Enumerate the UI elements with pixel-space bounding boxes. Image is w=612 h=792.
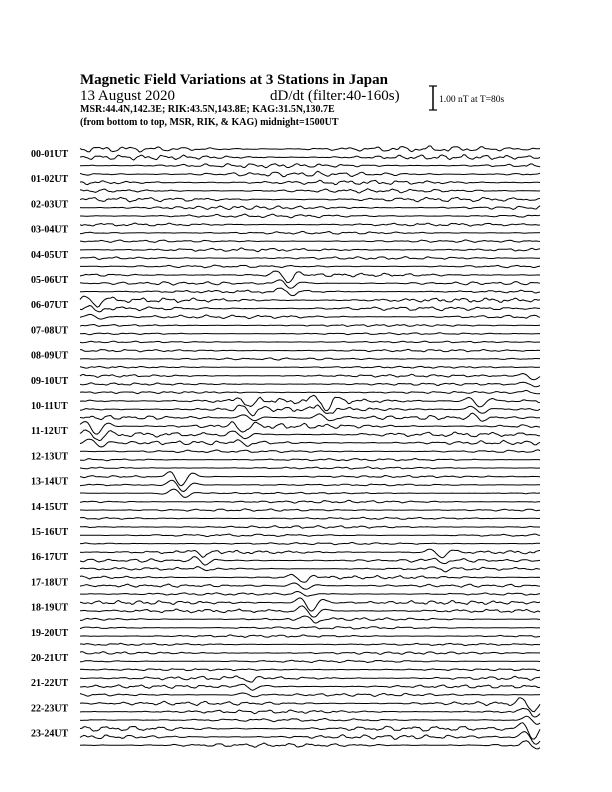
trace-group <box>80 146 540 749</box>
hour-label: 07-08UT <box>31 325 69 337</box>
trace-kag-03-04ut <box>80 223 540 226</box>
station-coords: MSR:44.4N,142.3E; RIK:43.5N,143.8E; KAG:31.5N,130.7E <box>80 104 335 115</box>
station-order: (from bottom to top, MSR, RIK, & KAG) midnight=1500UT <box>80 117 339 128</box>
trace-rik-02-03ut <box>80 206 540 210</box>
trace-kag-21-22ut <box>80 676 540 682</box>
trace-msr-20-21ut <box>80 669 540 671</box>
trace-kag-13-14ut <box>80 472 540 486</box>
trace-kag-09-10ut <box>80 374 540 380</box>
trace-msr-14-15ut <box>80 517 540 519</box>
trace-kag-16-17ut <box>80 549 540 558</box>
trace-rik-17-18ut <box>80 583 540 589</box>
trace-msr-00-01ut <box>80 164 540 168</box>
trace-rik-03-04ut <box>80 231 540 234</box>
hour-label: 11-12UT <box>31 426 68 438</box>
trace-rik-12-13ut <box>80 459 540 461</box>
trace-rik-18-19ut <box>80 606 540 617</box>
hour-label: 06-07UT <box>31 300 69 312</box>
trace-kag-11-12ut <box>80 422 540 435</box>
trace-kag-20-21ut <box>80 652 540 655</box>
filter-label: dD/dt (filter:40-160s) <box>270 88 400 104</box>
hour-label-group <box>31 149 69 740</box>
trace-kag-10-11ut <box>80 395 540 410</box>
hour-label: 20-21UT <box>31 653 69 664</box>
hour-label: 14-15UT <box>31 501 69 513</box>
hour-label: 10-11UT <box>31 401 68 412</box>
trace-rik-11-12ut <box>80 430 540 441</box>
trace-kag-06-07ut <box>80 296 540 307</box>
trace-msr-12-13ut <box>80 467 540 469</box>
trace-msr-03-04ut <box>80 240 540 243</box>
trace-kag-05-06ut <box>80 271 540 283</box>
hour-label: 19-20UT <box>31 627 69 639</box>
trace-kag-07-08ut <box>80 325 540 327</box>
trace-msr-01-02ut <box>80 189 540 193</box>
trace-kag-18-19ut <box>80 598 540 611</box>
trace-kag-17-18ut <box>80 574 540 582</box>
trace-msr-08-09ut <box>80 366 540 368</box>
trace-rik-09-10ut <box>80 382 540 386</box>
trace-kag-08-09ut <box>80 349 540 351</box>
trace-rik-16-17ut <box>80 557 540 566</box>
chart-title: Magnetic Field Variations at 3 Stations in Japan <box>80 72 388 88</box>
trace-rik-00-01ut <box>80 155 540 160</box>
trace-msr-23-24ut <box>80 741 540 749</box>
hour-label: 15-16UT <box>31 527 69 538</box>
hour-label: 01-02UT <box>31 174 69 186</box>
hour-label: 13-14UT <box>31 476 69 488</box>
hour-label: 21-22UT <box>31 678 69 690</box>
trace-kag-14-15ut <box>80 500 540 503</box>
hour-label: 03-04UT <box>31 224 69 236</box>
hour-label: 23-24UT <box>31 728 69 740</box>
hour-label: 12-13UT <box>31 451 69 463</box>
trace-msr-07-08ut <box>80 341 540 343</box>
trace-msr-18-19ut <box>80 616 540 623</box>
hour-label: 09-10UT <box>31 375 69 387</box>
trace-msr-02-03ut <box>80 214 540 218</box>
trace-msr-13-14ut <box>80 489 540 497</box>
trace-kag-02-03ut <box>80 197 540 202</box>
hour-label: 00-01UT <box>31 149 69 160</box>
trace-msr-16-17ut <box>80 567 540 572</box>
scale-bar-label: 1.00 nT at T=80s <box>439 95 505 105</box>
hour-label: 08-09UT <box>31 350 69 362</box>
hour-label: 18-19UT <box>31 602 69 614</box>
hour-label: 02-03UT <box>31 199 69 211</box>
hour-label: 04-05UT <box>31 249 69 261</box>
trace-msr-04-05ut <box>80 265 540 268</box>
trace-rik-06-07ut <box>80 306 540 312</box>
trace-rik-04-05ut <box>80 257 540 260</box>
hour-label: 17-18UT <box>31 577 69 589</box>
hour-label: 05-06UT <box>31 275 69 286</box>
trace-rik-05-06ut <box>80 280 540 288</box>
date-label: 13 August 2020 <box>80 88 176 104</box>
trace-rik-20-21ut <box>80 660 540 662</box>
trace-rik-07-08ut <box>80 333 540 335</box>
trace-kag-01-02ut <box>80 171 540 177</box>
scale-bar <box>429 86 437 110</box>
trace-msr-09-10ut <box>80 390 540 393</box>
trace-rik-21-22ut <box>80 684 540 690</box>
trace-rik-15-16ut <box>80 534 540 537</box>
trace-rik-19-20ut <box>80 635 540 638</box>
hour-label: 16-17UT <box>31 552 69 564</box>
trace-msr-15-16ut <box>80 542 540 544</box>
trace-kag-22-23ut <box>80 698 540 712</box>
hour-label: 22-23UT <box>31 703 69 715</box>
trace-kag-19-20ut <box>80 627 540 629</box>
trace-kag-15-16ut <box>80 526 540 529</box>
trace-kag-04-05ut <box>80 248 540 252</box>
trace-rik-01-02ut <box>80 180 540 184</box>
trace-msr-17-18ut <box>80 592 540 597</box>
trace-rik-23-24ut <box>80 732 540 745</box>
trace-msr-06-07ut <box>80 314 540 319</box>
trace-rik-13-14ut <box>80 480 540 491</box>
trace-msr-05-06ut <box>80 288 540 296</box>
trace-msr-10-11ut <box>80 413 540 421</box>
trace-msr-11-12ut <box>80 439 540 447</box>
trace-msr-22-23ut <box>80 716 540 724</box>
trace-rik-22-23ut <box>80 708 540 717</box>
trace-msr-21-22ut <box>80 693 540 697</box>
trace-kag-12-13ut <box>80 450 540 453</box>
trace-rik-08-09ut <box>80 358 540 360</box>
trace-msr-19-20ut <box>80 643 540 645</box>
trace-kag-00-01ut <box>80 146 540 152</box>
trace-rik-14-15ut <box>80 509 540 511</box>
